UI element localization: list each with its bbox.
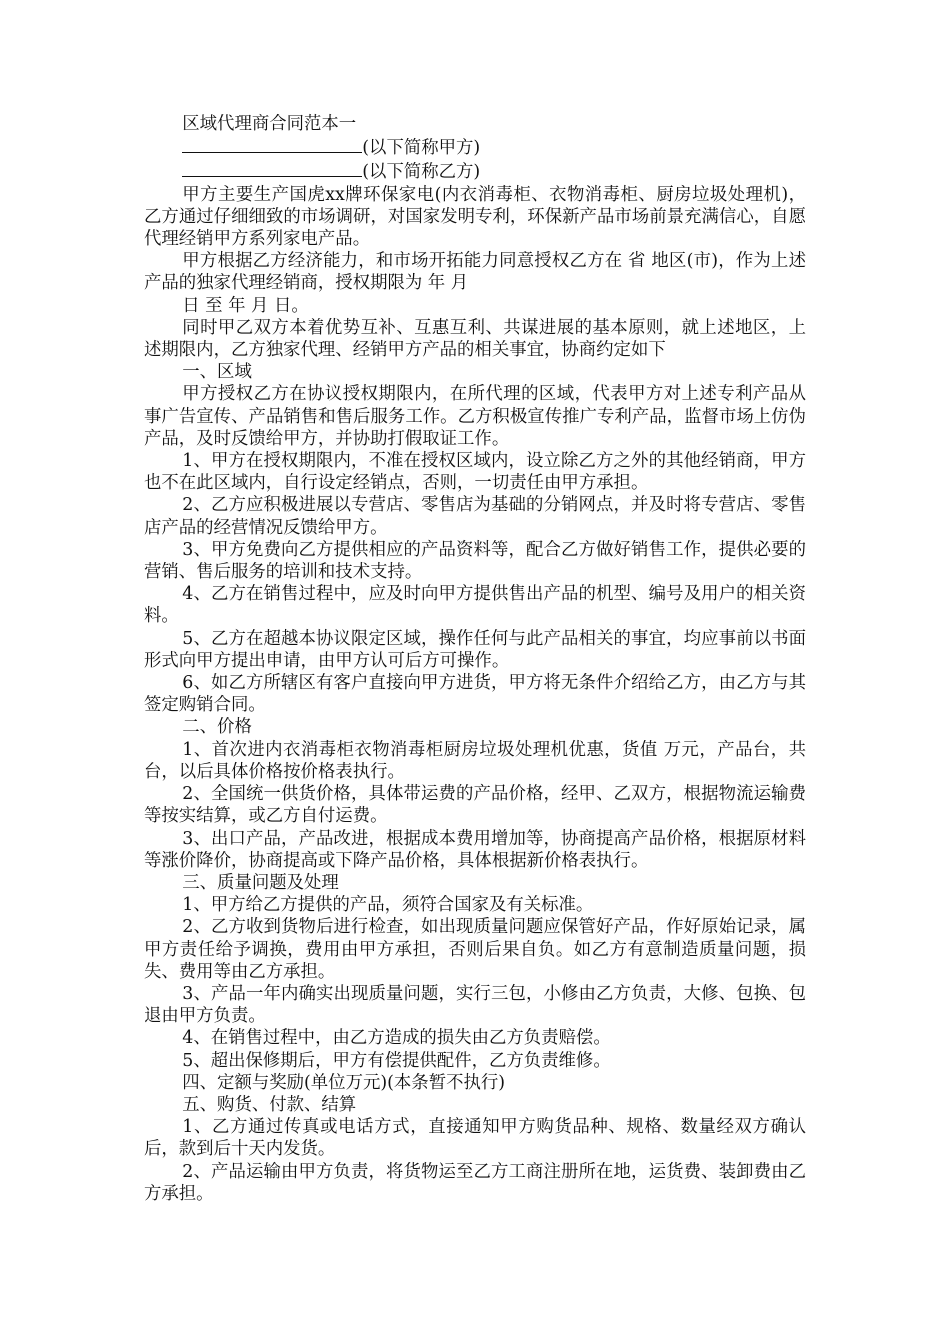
clause: 2、全国统一供货价格，具体带运费的产品价格，经甲、乙双方，根据物流运输费等按实结算，或乙方自付运费。 [144,784,806,827]
clause: 3、出口产品，产品改进，根据成本费用增加等，协商提高产品价格，根据原材料等涨价降价，协商提高或下降产品价格，具体根据新价格表执行。 [144,828,806,871]
section-heading: 二、价格 [182,717,252,738]
clause: 2、乙方应积极进展以专营店、零售店为基础的分销网点，并及时将专营店、零售店产品的经营情况反馈给甲方。 [144,495,806,538]
section-heading: 四、定额与奖励(单位万元)(本条暂不执行) [182,1072,506,1093]
clause: 4、在销售过程中，由乙方造成的损失由乙方负责赔偿。 [182,1028,611,1049]
paragraph: 甲方根据乙方经济能力，和市场开拓能力同意授权乙方在 省 地区(市)，作为上述产品的独家代理经销商，授权期限为 年 月 [144,251,806,294]
clause: 1、甲方在授权期限内，不准在授权区域内，设立除乙方之外的其他经销商，甲方也不在此区域内，自行设定经销点，否则，一切责任由甲方承担。 [144,451,806,494]
paragraph: 甲方授权乙方在协议授权期限内，在所代理的区域，代表甲方对上述专利产品从事广告宣传、产品销售和售后服务工作。乙方积极宣传推广专利产品，监督市场上仿伪产品，及时反馈给甲方，并协助打假取证工作。 [144,384,806,449]
paragraph: 同时甲乙双方本着优势互补、互惠互利、共谋进展的基本原则，就上述地区，上述期限内，乙方独家代理、经销甲方产品的相关事宜，协商约定如下 [144,317,806,361]
paragraph: 日 至 年 月 日。 [182,295,309,316]
party-b-label: (以下简称乙方) [362,162,481,183]
paragraph: 甲方主要生产国虎xx牌环保家电(内衣消毒柜、衣物消毒柜、厨房垃圾处理机)，乙方通过仔细细致的市场调研，对国家发明专利，环保新产品市场前景充满信心，自愿代理经销甲方系列家电产品。 [144,184,806,250]
party-b-blank[interactable] [182,159,362,177]
clause: 1、甲方给乙方提供的产品，须符合国家及有关标准。 [182,895,594,916]
document-title: 区域代理商合同范本一 [182,114,357,134]
clause: 2、乙方收到货物后进行检查，如出现质量问题应保管好产品，作好原始记录，属甲方责任给予调换，费用由甲方承担，否则后果自负。如乙方有意制造质量问题，损失、费用等由乙方承担。 [144,917,806,982]
document-page [144,113,806,1205]
clause: 1、乙方通过传真或电话方式，直接通知甲方购货品种、规格、数量经双方确认后，款到后十天内发货。 [144,1117,806,1160]
clause: 4、乙方在销售过程中，应及时向甲方提供售出产品的机型、编号及用户的相关资料。 [144,584,806,627]
party-b-line [144,159,806,183]
party-a-label: (以下简称甲方) [362,138,481,159]
party-a-line [144,135,806,159]
section-heading: 一、区域 [182,362,252,383]
section-heading: 三、质量问题及处理 [182,872,339,893]
clause: 2、产品运输由甲方负责，将货物运至乙方工商注册所在地，运货费、装卸费由乙方承担。 [144,1161,806,1204]
clause: 3、产品一年内确实出现质量问题，实行三包，小修由乙方负责，大修、包换、包退由甲方负责。 [144,983,806,1027]
party-a-blank[interactable] [182,135,362,153]
clause: 5、超出保修期后，甲方有偿提供配件，乙方负责维修。 [182,1050,611,1071]
clause: 3、甲方免费向乙方提供相应的产品资料等，配合乙方做好销售工作，提供必要的营销、售后服务的培训和技术支持。 [144,539,806,583]
clause: 5、乙方在超越本协议限定区域，操作任何与此产品相关的事宜，均应事前以书面形式向甲方提出申请，由甲方认可后方可操作。 [144,628,806,671]
clause: 6、如乙方所辖区有客户直接向甲方进货，甲方将无条件介绍给乙方，由乙方与其签定购销合同。 [144,673,806,716]
clause: 1、首次进内衣消毒柜衣物消毒柜厨房垃圾处理机优惠，货值 万元，产品台，共 台，以后具体价格按价格表执行。 [144,739,806,782]
section-heading: 五、购货、付款、结算 [182,1094,357,1115]
